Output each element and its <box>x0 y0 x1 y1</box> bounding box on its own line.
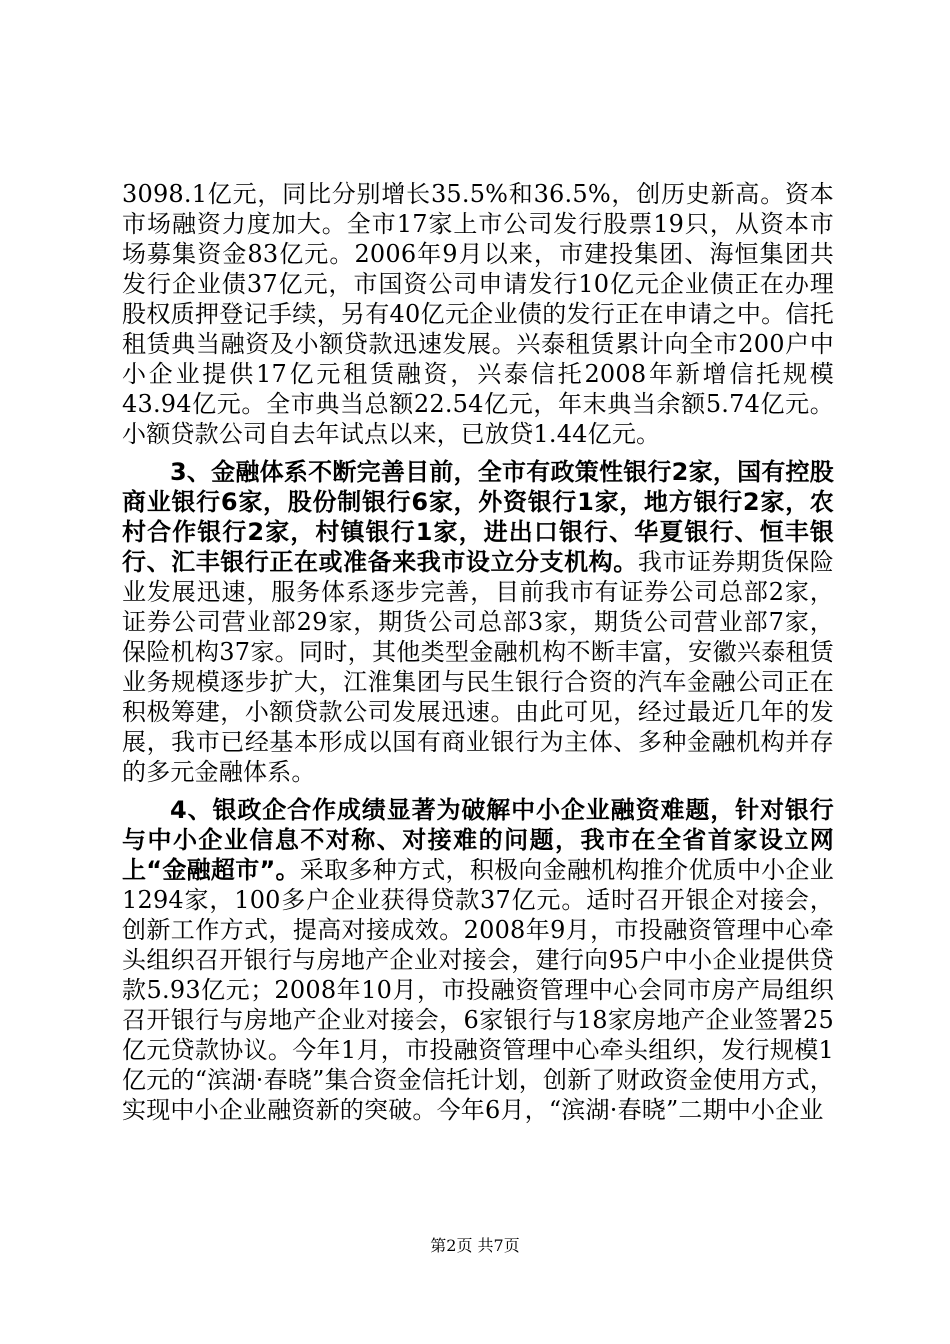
paragraph-1 <box>122 179 834 449</box>
paragraph-lead: 4、银政企合作成绩显著为破解中小企业融资难题，针对银行与中小企业信息不对称、对接难的问题，我市在全省首家设立网上“金融超市”。 <box>122 796 834 884</box>
paragraph-text: 我市证券期货保险业发展迅速，服务体系逐步完善，目前我市有证券公司总部2家，证券公司营业部29家，期货公司总部3家，期货公司营业部7家，保险机构37家。同时，其他类型金融机构不断丰富，安徽兴泰租赁业务规模逐步扩大，江淮集团与民生银行合资的汽车金融公司正在积极筹建，小额贷款公司发展迅速。由此可见，经过最近几年的发展，我市已经基本形成以国有商业银行为主体、多种金融机构并存的多元金融体系。 <box>122 548 834 786</box>
paragraph-text: 3098.1亿元，同比分别增长35.5%和36.5%，创历史新高。资本市场融资力度加大。全市17家上市公司发行股票19只，从资本市场募集资金83亿元。2006年9月以来，市建投集团、海恒集团共发行企业债37亿元，市国资公司申请发行10亿元企业债正在办理股权质押登记手续，另有40亿元企业债的发行正在申请之中。信托租赁典当融资及小额贷款迅速发展。兴泰租赁累计向全市200户中小企业提供17亿元租赁融资，兴泰信托2008年新增信托规模43.94亿元。全市典当总额22.54亿元，年末典当余额5.74亿元。小额贷款公司自去年试点以来，已放贷1.44亿元。 <box>122 180 834 448</box>
page-number-footer: 第2页 共7页 <box>430 1236 520 1255</box>
document-body <box>122 179 834 1125</box>
paragraph-3 <box>122 795 834 1125</box>
paragraph-lead: 3、金融体系不断完善目前，全市有政策性银行2家，国有控股商业银行6家，股份制银行6家，外资银行1家，地方银行2家，农村合作银行2家，村镇银行1家，进出口银行、华夏银行、恒丰银行、汇丰银行正在或准备来我市设立分支机构。 <box>122 458 834 576</box>
paragraph-text: 采取多种方式，积极向金融机构推介优质中小企业1294家，100多户企业获得贷款37亿元。适时召开银企对接会，创新工作方式，提高对接成效。2008年9月，市投融资管理中心牵头组织召开银行与房地产企业对接会，建行向95户中小企业提供贷款5.93亿元；2008年10月，市投融资管理中心会同市房产局组织召开银行与房地产企业对接会，6家银行与18家房地产企业签署25亿元贷款协议。今年1月，市投融资管理中心牵头组织，发行规模1亿元的“滨湖·春晓”集合资金信托计划，创新了财政资金使用方式，实现中小企业融资新的突破。今年6月，“滨湖·春晓”二期中小企业 <box>122 856 834 1124</box>
paragraph-2 <box>122 457 834 787</box>
